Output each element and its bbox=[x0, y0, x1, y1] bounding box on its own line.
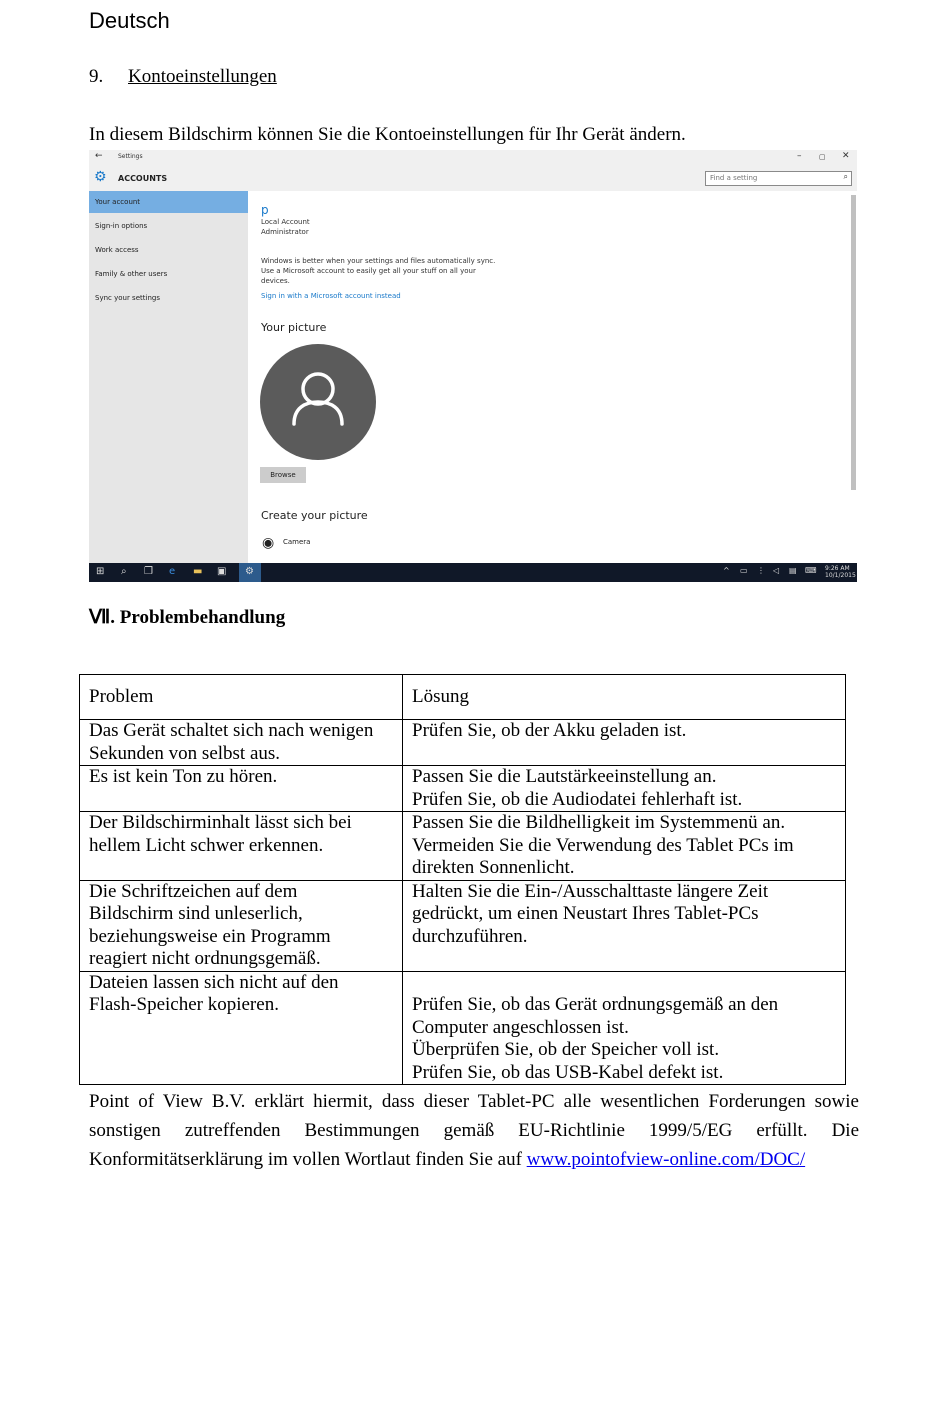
sidebar-item-sign-in-options[interactable]: Sign-in options bbox=[95, 222, 148, 230]
problem-cell: Das Gerät schaltet sich nach wenigen Sekunden von selbst aus. bbox=[80, 720, 403, 766]
search-icon[interactable]: ⌕ bbox=[843, 172, 848, 181]
keyboard-icon[interactable]: ⌨ bbox=[805, 566, 817, 575]
avatar bbox=[260, 344, 376, 460]
table-header-row bbox=[80, 675, 846, 720]
sidebar-item-your-account[interactable]: Your account bbox=[89, 191, 248, 213]
chevron-up-icon[interactable]: ^ bbox=[723, 566, 730, 575]
intro-paragraph: In diesem Bildschirm können Sie die Kontoeinstellungen für Ihr Gerät ändern. bbox=[89, 124, 686, 145]
account-role: Administrator bbox=[261, 228, 309, 236]
sync-text-3: devices. bbox=[261, 277, 290, 285]
conformity-declaration bbox=[89, 1087, 859, 1174]
table-row bbox=[80, 720, 846, 766]
file-explorer-icon[interactable]: ▬ bbox=[193, 566, 203, 577]
problem-cell: Es ist kein Ton zu hören. bbox=[80, 766, 403, 812]
accounts-label: ACCOUNTS bbox=[118, 174, 168, 183]
gear-icon: ⚙ bbox=[94, 169, 107, 185]
close-icon[interactable]: ✕ bbox=[842, 151, 850, 161]
settings-icon: ⚙ bbox=[245, 566, 254, 577]
solution-cell: Prüfen Sie, ob der Akku geladen ist. bbox=[403, 720, 846, 766]
problem-cell: Dateien lassen sich nicht auf den Flash-Speicher kopieren. bbox=[80, 971, 403, 1085]
taskbar-clock[interactable]: 9:26 AM 10/1/2015 bbox=[825, 565, 856, 579]
account-type: Local Account bbox=[261, 218, 310, 226]
table-row bbox=[80, 880, 846, 971]
taskbar-settings-app[interactable] bbox=[239, 563, 261, 582]
taskbar-search-icon[interactable]: ⌕ bbox=[121, 566, 127, 577]
table-row bbox=[80, 766, 846, 812]
user-icon bbox=[260, 344, 376, 460]
create-picture-heading: Create your picture bbox=[261, 509, 368, 522]
taskbar bbox=[89, 563, 857, 582]
network-icon[interactable]: ⋮ bbox=[757, 566, 765, 575]
sync-text-1: Windows is better when your settings and files automatically sync. bbox=[261, 257, 496, 265]
minimize-icon[interactable]: – bbox=[797, 151, 802, 161]
table-row bbox=[80, 971, 846, 1085]
edge-icon[interactable]: e bbox=[169, 566, 176, 577]
task-view-icon[interactable]: ❐ bbox=[144, 566, 153, 577]
window-titlebar bbox=[89, 150, 857, 166]
your-picture-heading: Your picture bbox=[261, 321, 327, 334]
problem-cell: Der Bildschirminhalt lässt sich bei hellem Licht schwer erkennen. bbox=[80, 812, 403, 881]
troubleshooting-heading: Ⅶ. Problembehandlung bbox=[89, 607, 286, 628]
microsoft-signin-link[interactable]: Sign in with a Microsoft account instead bbox=[261, 292, 401, 300]
section-title: Kontoeinstellungen bbox=[128, 66, 277, 87]
account-content bbox=[248, 191, 857, 563]
camera-label[interactable]: Camera bbox=[283, 538, 311, 546]
maximize-icon[interactable]: ▢ bbox=[819, 153, 826, 161]
search-input[interactable] bbox=[705, 171, 852, 186]
solution-cell: Halten Sie die Ein-/Ausschalttaste längere Zeit gedrückt, um einen Neustart Ihres Tablet-PCs durchzuführen. bbox=[403, 880, 846, 971]
back-arrow-icon[interactable]: ← bbox=[95, 151, 103, 161]
solution-cell: Passen Sie die Lautstärkeeinstellung an. Prüfen Sie, ob die Audiodatei fehlerhaft ist. bbox=[403, 766, 846, 812]
doc-link[interactable]: www.pointofview-online.com/DOC/ bbox=[526, 1149, 806, 1170]
solution-cell: Passen Sie die Bildhelligkeit im Systemmenü an. Vermeiden Sie die Verwendung des Tablet PCs im direkten Sonnenlicht. bbox=[403, 812, 846, 881]
section-heading bbox=[89, 66, 277, 88]
language-header: Deutsch bbox=[89, 8, 170, 33]
camera-icon[interactable]: ◉ bbox=[262, 535, 275, 551]
notification-icon[interactable]: ▤ bbox=[789, 566, 797, 575]
accounts-header bbox=[89, 166, 857, 191]
sidebar-item-work-access[interactable]: Work access bbox=[95, 246, 139, 254]
scrollbar[interactable] bbox=[851, 195, 856, 490]
sidebar-item-family[interactable]: Family & other users bbox=[95, 270, 168, 278]
declaration-text: Point of View B.V. erklärt hiermit, dass dieser Tablet-PC alle wesentlichen Forderungen sowie sonstigen zutreffenden Bestimmungen gemäß EU-Richtlinie 1999/5/EG erfüllt. Die Konformitätserklärung im vollen Wortlaut finden Sie auf bbox=[89, 1091, 859, 1170]
window-title: Settings bbox=[118, 153, 143, 160]
store-icon[interactable]: ▣ bbox=[217, 566, 227, 577]
browse-button[interactable]: Browse bbox=[260, 467, 306, 483]
search-placeholder: Find a setting bbox=[710, 174, 758, 182]
header-solution: Lösung bbox=[403, 675, 846, 720]
settings-screenshot bbox=[89, 150, 857, 582]
volume-icon[interactable]: ◁ bbox=[773, 566, 780, 575]
problem-cell: Die Schriftzeichen auf dem Bildschirm sind unleserlich, beziehungsweise ein Programm reagiert nicht ordnungsgemäß. bbox=[80, 880, 403, 971]
sidebar-item-sync[interactable]: Sync your settings bbox=[95, 294, 160, 302]
table-row bbox=[80, 812, 846, 881]
battery-icon[interactable]: ▭ bbox=[740, 566, 748, 575]
section-number: 9. bbox=[89, 66, 104, 87]
account-name: p bbox=[261, 203, 269, 217]
troubleshooting-table bbox=[79, 674, 846, 1085]
header-problem: Problem bbox=[80, 675, 403, 720]
solution-cell: Prüfen Sie, ob das Gerät ordnungsgemäß an den Computer angeschlossen ist. Überprüfen Sie, ob der Speicher voll ist. Prüfen Sie, ob das USB-Kabel defekt ist. bbox=[403, 971, 846, 1085]
sync-text-2: Use a Microsoft account to easily get all your stuff on all your bbox=[261, 267, 476, 275]
settings-sidebar bbox=[89, 191, 248, 563]
windows-start-icon[interactable]: ⊞ bbox=[96, 566, 105, 577]
